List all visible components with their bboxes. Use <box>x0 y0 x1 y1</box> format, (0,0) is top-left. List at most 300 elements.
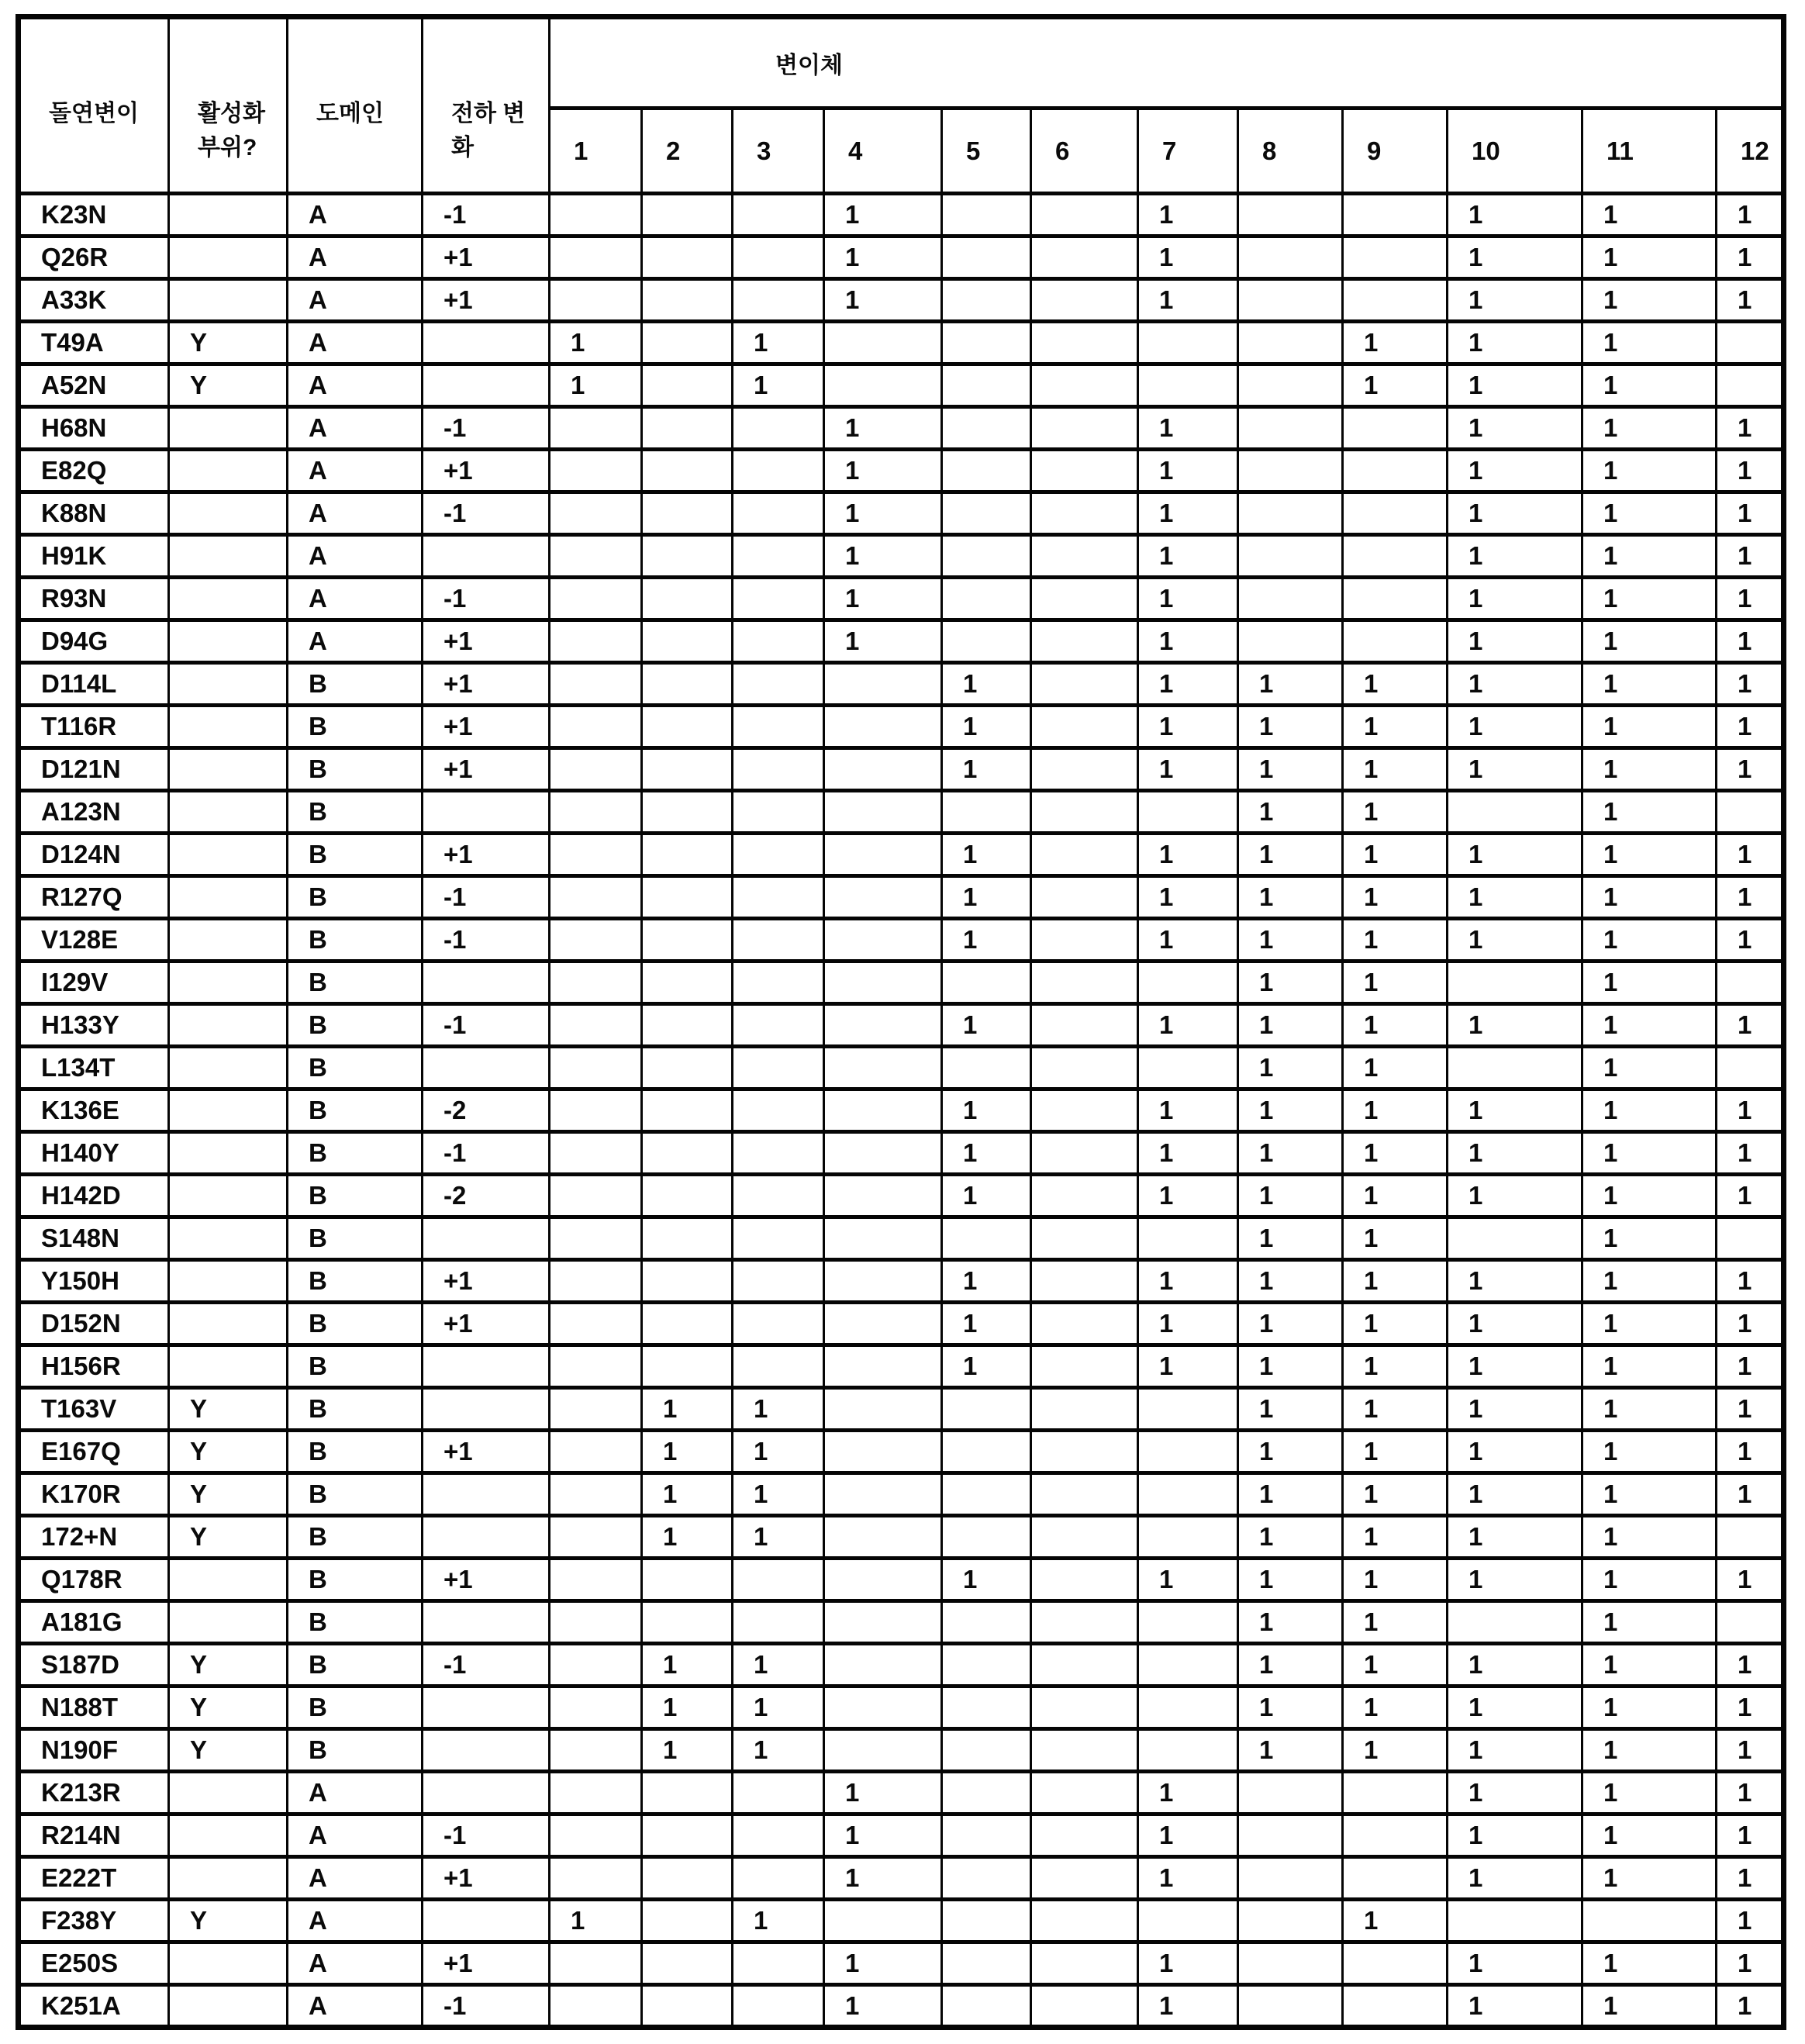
variant-flag-cell: 1 <box>1448 1345 1582 1388</box>
variant-col-header-7: 7 <box>1138 109 1238 194</box>
variant-flag-cell <box>1343 620 1448 663</box>
charge-change-cell: +1 <box>423 834 550 876</box>
variant-flag-cell: 1 <box>1138 748 1238 791</box>
variant-flag-cell: 1 <box>733 1388 824 1431</box>
variant-flag-cell <box>1031 279 1138 322</box>
charge-change-cell <box>423 1388 550 1431</box>
table-row <box>19 791 1784 834</box>
variant-flag-cell <box>1238 1772 1343 1814</box>
charge-change-cell <box>423 1772 550 1814</box>
domain-cell: A <box>288 492 423 535</box>
variant-flag-cell: 1 <box>733 1644 824 1687</box>
variant-flag-cell: 1 <box>1717 1559 1784 1601</box>
variant-flag-cell <box>642 364 733 407</box>
variant-flag-cell <box>824 1431 942 1473</box>
variant-flag-cell <box>733 748 824 791</box>
activation-site-cell <box>169 492 288 535</box>
variant-flag-cell: 1 <box>1343 1388 1448 1431</box>
variant-flag-cell <box>942 1516 1031 1559</box>
variant-flag-cell <box>942 1772 1031 1814</box>
variant-flag-cell: 1 <box>642 1473 733 1516</box>
variant-flag-cell <box>942 407 1031 450</box>
domain-cell: B <box>288 834 423 876</box>
table-row <box>19 322 1784 364</box>
variant-flag-cell: 1 <box>1138 1132 1238 1175</box>
variant-flag-cell: 1 <box>1582 535 1717 578</box>
activation-site-cell <box>169 663 288 706</box>
variant-flag-cell <box>1138 1047 1238 1089</box>
charge-change-cell <box>423 1729 550 1772</box>
variant-flag-cell <box>1031 1814 1138 1857</box>
variant-flag-cell <box>1138 322 1238 364</box>
variant-flag-cell <box>942 237 1031 279</box>
variant-flag-cell: 1 <box>1582 450 1717 492</box>
variant-flag-cell: 1 <box>1582 1687 1717 1729</box>
variant-flag-cell: 1 <box>1448 1687 1582 1729</box>
variant-flag-cell: 1 <box>942 1303 1031 1345</box>
variant-flag-cell <box>1138 1388 1238 1431</box>
variant-col-header-4: 4 <box>824 109 942 194</box>
charge-change-cell <box>423 1473 550 1516</box>
variant-flag-cell <box>1031 1388 1138 1431</box>
variant-flag-cell <box>942 1431 1031 1473</box>
variant-flag-cell <box>550 1047 642 1089</box>
variant-flag-cell <box>1717 1217 1784 1260</box>
table-row <box>19 578 1784 620</box>
charge-change-cell: -1 <box>423 492 550 535</box>
variant-flag-cell: 1 <box>1582 706 1717 748</box>
charge-change-cell: -1 <box>423 1132 550 1175</box>
mutation-cell: D152N <box>19 1303 169 1345</box>
variant-flag-cell: 1 <box>1448 535 1582 578</box>
variant-flag-cell: 1 <box>1343 919 1448 962</box>
variant-flag-cell <box>733 535 824 578</box>
variant-col-header-5: 5 <box>942 109 1031 194</box>
variant-flag-cell <box>1138 1900 1238 1942</box>
variant-flag-cell: 1 <box>1238 962 1343 1004</box>
variant-flag-cell <box>824 1644 942 1687</box>
variant-flag-cell <box>733 1217 824 1260</box>
variant-flag-cell <box>642 1772 733 1814</box>
variant-flag-cell <box>942 194 1031 237</box>
variant-flag-cell: 1 <box>1717 1814 1784 1857</box>
variant-flag-cell <box>733 194 824 237</box>
variant-flag-cell <box>733 1132 824 1175</box>
domain-cell: A <box>288 620 423 663</box>
variant-flag-cell: 1 <box>1448 1473 1582 1516</box>
domain-cell: B <box>288 791 423 834</box>
variant-flag-cell: 1 <box>1238 1559 1343 1601</box>
variant-flag-cell: 1 <box>1717 535 1784 578</box>
variant-flag-cell: 1 <box>1582 1047 1717 1089</box>
charge-change-cell: +1 <box>423 237 550 279</box>
variant-flag-cell <box>733 962 824 1004</box>
variant-flag-cell <box>824 962 942 1004</box>
variant-flag-cell: 1 <box>824 1942 942 1985</box>
variant-flag-cell: 1 <box>1448 1644 1582 1687</box>
table-row <box>19 1004 1784 1047</box>
variant-col-header-12: 12 <box>1717 109 1784 194</box>
variant-flag-cell: 1 <box>1138 1004 1238 1047</box>
mutation-cell: Y150H <box>19 1260 169 1303</box>
variant-flag-cell <box>642 791 733 834</box>
variant-flag-cell <box>1717 364 1784 407</box>
variant-flag-cell: 1 <box>1138 194 1238 237</box>
variant-flag-cell: 1 <box>1343 364 1448 407</box>
variant-flag-cell <box>642 1857 733 1900</box>
table-row <box>19 834 1784 876</box>
table-row <box>19 620 1784 663</box>
charge-change-cell: +1 <box>423 706 550 748</box>
variant-flag-cell <box>1031 1431 1138 1473</box>
variant-flag-cell <box>1343 237 1448 279</box>
mutation-cell: R127Q <box>19 876 169 919</box>
variant-flag-cell <box>642 663 733 706</box>
variant-flag-cell <box>1031 834 1138 876</box>
variant-flag-cell: 1 <box>1138 535 1238 578</box>
variant-flag-cell: 1 <box>1138 834 1238 876</box>
mutation-cell: A33K <box>19 279 169 322</box>
mutation-cell: H142D <box>19 1175 169 1217</box>
variant-flag-cell: 1 <box>1138 706 1238 748</box>
domain-cell: B <box>288 1260 423 1303</box>
variant-flag-cell: 1 <box>1448 834 1582 876</box>
mutation-cell: 172+N <box>19 1516 169 1559</box>
table-row <box>19 1900 1784 1942</box>
charge-change-cell: +1 <box>423 620 550 663</box>
variant-flag-cell <box>942 791 1031 834</box>
variant-flag-cell <box>550 1814 642 1857</box>
variant-flag-cell: 1 <box>1448 1814 1582 1857</box>
variant-flag-cell <box>1031 1687 1138 1729</box>
variant-flag-cell <box>733 492 824 535</box>
variant-flag-cell: 1 <box>1343 1516 1448 1559</box>
variant-flag-cell <box>1031 1175 1138 1217</box>
variant-flag-cell: 1 <box>1448 450 1582 492</box>
variant-flag-cell: 1 <box>1582 407 1717 450</box>
variant-flag-cell: 1 <box>1448 919 1582 962</box>
variant-flag-cell <box>942 1857 1031 1900</box>
domain-cell: A <box>288 535 423 578</box>
variant-flag-cell <box>1343 1942 1448 1985</box>
variant-flag-cell: 1 <box>642 1687 733 1729</box>
variant-flag-cell: 1 <box>1138 279 1238 322</box>
charge-change-cell: -1 <box>423 1004 550 1047</box>
activation-site-cell <box>169 1985 288 2028</box>
variant-flag-cell <box>942 279 1031 322</box>
variant-flag-cell: 1 <box>942 1175 1031 1217</box>
variant-flag-cell <box>550 1303 642 1345</box>
variant-flag-cell <box>733 1303 824 1345</box>
domain-cell: B <box>288 1559 423 1601</box>
variant-flag-cell <box>1138 962 1238 1004</box>
domain-cell: B <box>288 1431 423 1473</box>
variant-flag-cell: 1 <box>1343 1729 1448 1772</box>
mutation-cell: V128E <box>19 919 169 962</box>
variant-flag-cell: 1 <box>824 1985 942 2028</box>
variant-flag-cell <box>824 1004 942 1047</box>
mutation-cell: K170R <box>19 1473 169 1516</box>
variant-flag-cell: 1 <box>824 194 942 237</box>
variant-flag-cell: 1 <box>1448 663 1582 706</box>
variant-flag-cell <box>942 1388 1031 1431</box>
variant-flag-cell: 1 <box>1343 834 1448 876</box>
variant-flag-cell <box>1238 1814 1343 1857</box>
activation-site-cell <box>169 791 288 834</box>
charge-change-cell <box>423 1047 550 1089</box>
variant-flag-cell <box>1138 1729 1238 1772</box>
variant-flag-cell: 1 <box>1138 1857 1238 1900</box>
table-row <box>19 450 1784 492</box>
activation-site-cell: Y <box>169 1431 288 1473</box>
variant-flag-cell <box>824 1175 942 1217</box>
variant-flag-cell <box>942 578 1031 620</box>
variant-flag-cell <box>1031 1644 1138 1687</box>
variant-flag-cell <box>1448 1900 1582 1942</box>
variant-flag-cell <box>1343 535 1448 578</box>
variant-flag-cell <box>733 663 824 706</box>
variant-flag-cell <box>1031 492 1138 535</box>
variant-flag-cell: 1 <box>1238 919 1343 962</box>
domain-cell: B <box>288 1687 423 1729</box>
variant-flag-cell: 1 <box>1717 876 1784 919</box>
variant-flag-cell: 1 <box>1138 492 1238 535</box>
activation-site-cell <box>169 620 288 663</box>
variant-flag-cell: 1 <box>1138 620 1238 663</box>
table-row <box>19 1772 1784 1814</box>
variant-flag-cell: 1 <box>1448 1260 1582 1303</box>
variant-flag-cell: 1 <box>942 748 1031 791</box>
activation-site-cell <box>169 1260 288 1303</box>
variant-flag-cell <box>550 279 642 322</box>
variant-flag-cell: 1 <box>942 1345 1031 1388</box>
domain-cell: B <box>288 706 423 748</box>
variant-flag-cell: 1 <box>1582 1303 1717 1345</box>
variant-flag-cell <box>550 962 642 1004</box>
variant-flag-cell <box>1031 1047 1138 1089</box>
variant-flag-cell: 1 <box>1717 1175 1784 1217</box>
variant-flag-cell <box>642 1303 733 1345</box>
variant-flag-cell <box>1138 1217 1238 1260</box>
table-row <box>19 1047 1784 1089</box>
variant-flag-cell <box>824 919 942 962</box>
table-row <box>19 1345 1784 1388</box>
charge-change-cell <box>423 322 550 364</box>
variant-flag-cell <box>1238 364 1343 407</box>
domain-cell: B <box>288 1345 423 1388</box>
domain-cell: A <box>288 578 423 620</box>
variant-flag-cell <box>1031 1985 1138 2028</box>
activation-site-cell <box>169 450 288 492</box>
variant-flag-cell: 1 <box>1343 663 1448 706</box>
activation-site-cell: Y <box>169 1388 288 1431</box>
activation-site-cell: Y <box>169 1473 288 1516</box>
variant-flag-cell <box>824 1260 942 1303</box>
variant-col-header-2: 2 <box>642 109 733 194</box>
table-row <box>19 279 1784 322</box>
variant-flag-cell <box>824 1345 942 1388</box>
variant-flag-cell: 1 <box>1238 1473 1343 1516</box>
domain-cell: B <box>288 1644 423 1687</box>
variant-flag-cell <box>1717 1516 1784 1559</box>
domain-cell: B <box>288 876 423 919</box>
variant-flag-cell <box>1238 279 1343 322</box>
variant-flag-cell: 1 <box>1238 1303 1343 1345</box>
mutation-cell: K23N <box>19 194 169 237</box>
variant-flag-cell: 1 <box>942 1559 1031 1601</box>
variant-flag-cell <box>550 706 642 748</box>
variant-flag-cell <box>550 748 642 791</box>
domain-cell: A <box>288 1985 423 2028</box>
variant-flag-cell <box>1031 1132 1138 1175</box>
mutation-cell: E82Q <box>19 450 169 492</box>
variant-flag-cell <box>942 1047 1031 1089</box>
table-row <box>19 535 1784 578</box>
charge-change-cell: -2 <box>423 1175 550 1217</box>
variant-flag-cell <box>1238 1900 1343 1942</box>
domain-cell: B <box>288 1089 423 1132</box>
table-row <box>19 407 1784 450</box>
domain-cell: A <box>288 1814 423 1857</box>
variant-flag-cell <box>642 1089 733 1132</box>
mutation-cell: R93N <box>19 578 169 620</box>
variant-flag-cell: 1 <box>1582 1132 1717 1175</box>
variant-col-header-9: 9 <box>1343 109 1448 194</box>
variant-flag-cell: 1 <box>1582 1601 1717 1644</box>
variant-flag-cell: 1 <box>1717 1942 1784 1985</box>
activation-site-cell <box>169 279 288 322</box>
variant-flag-cell: 1 <box>1717 1900 1784 1942</box>
variant-flag-cell: 1 <box>1717 1303 1784 1345</box>
variant-flag-cell <box>824 1089 942 1132</box>
variant-flag-cell <box>733 1004 824 1047</box>
variant-flag-cell <box>1031 748 1138 791</box>
variant-flag-cell: 1 <box>1238 1175 1343 1217</box>
variant-flag-cell: 1 <box>1582 663 1717 706</box>
variant-flag-cell: 1 <box>733 1729 824 1772</box>
variant-flag-cell <box>824 1601 942 1644</box>
activation-site-cell: Y <box>169 1644 288 1687</box>
mutation-cell: A181G <box>19 1601 169 1644</box>
variant-flag-cell: 1 <box>642 1516 733 1559</box>
variant-flag-cell: 1 <box>1717 1388 1784 1431</box>
table-row <box>19 1644 1784 1687</box>
variant-flag-cell: 1 <box>1582 620 1717 663</box>
activation-site-cell <box>169 876 288 919</box>
variant-flag-cell <box>1138 1516 1238 1559</box>
col-header-variant-group: 변이체 <box>550 17 1784 109</box>
mutation-cell: D124N <box>19 834 169 876</box>
domain-cell: A <box>288 407 423 450</box>
variant-flag-cell <box>550 1345 642 1388</box>
variant-flag-cell <box>733 1942 824 1985</box>
variant-flag-cell: 1 <box>1448 407 1582 450</box>
charge-change-cell <box>423 535 550 578</box>
variant-flag-cell <box>733 1047 824 1089</box>
variant-flag-cell <box>1031 962 1138 1004</box>
variant-flag-cell: 1 <box>1582 876 1717 919</box>
variant-flag-cell: 1 <box>1238 1260 1343 1303</box>
variant-flag-cell: 1 <box>1448 620 1582 663</box>
variant-flag-cell: 1 <box>1717 1132 1784 1175</box>
variant-flag-cell: 1 <box>1138 1345 1238 1388</box>
variant-flag-cell: 1 <box>1717 1857 1784 1900</box>
variant-flag-cell <box>824 706 942 748</box>
variant-flag-cell <box>1031 1857 1138 1900</box>
activation-site-cell: Y <box>169 364 288 407</box>
variant-flag-cell: 1 <box>942 1132 1031 1175</box>
variant-flag-cell <box>550 492 642 535</box>
variant-flag-cell <box>733 578 824 620</box>
variant-flag-cell <box>550 1559 642 1601</box>
variant-flag-cell <box>1343 1814 1448 1857</box>
variant-flag-cell: 1 <box>1582 1644 1717 1687</box>
variant-flag-cell: 1 <box>1238 834 1343 876</box>
variant-flag-cell <box>1717 962 1784 1004</box>
activation-site-cell <box>169 407 288 450</box>
variant-flag-cell: 1 <box>733 1473 824 1516</box>
charge-change-cell <box>423 1345 550 1388</box>
variant-flag-cell: 1 <box>1238 706 1343 748</box>
variant-flag-cell <box>550 450 642 492</box>
table-row <box>19 1814 1784 1857</box>
variant-flag-cell: 1 <box>1238 791 1343 834</box>
variant-flag-cell <box>733 237 824 279</box>
variant-flag-cell: 1 <box>1343 1004 1448 1047</box>
activation-site-cell: Y <box>169 1687 288 1729</box>
variant-flag-cell <box>942 620 1031 663</box>
variant-flag-cell <box>550 1132 642 1175</box>
variant-flag-cell: 1 <box>1582 1559 1717 1601</box>
variant-flag-cell <box>1031 1559 1138 1601</box>
table-row <box>19 748 1784 791</box>
variant-flag-cell: 1 <box>1343 748 1448 791</box>
variant-flag-cell: 1 <box>1582 962 1717 1004</box>
mutation-cell: K251A <box>19 1985 169 2028</box>
variant-flag-cell: 1 <box>824 1772 942 1814</box>
variant-flag-cell: 1 <box>1343 1431 1448 1473</box>
variant-flag-cell <box>642 1260 733 1303</box>
variant-flag-cell <box>550 834 642 876</box>
variant-flag-cell <box>1031 578 1138 620</box>
variant-flag-cell <box>733 791 824 834</box>
variant-flag-cell <box>642 1217 733 1260</box>
variant-flag-cell <box>942 1942 1031 1985</box>
variant-flag-cell <box>942 322 1031 364</box>
variant-flag-cell <box>550 1644 642 1687</box>
variant-flag-cell <box>1238 578 1343 620</box>
col-header-charge-change: 전하 변화 <box>423 17 550 194</box>
variant-flag-cell <box>1031 876 1138 919</box>
variant-flag-cell <box>824 876 942 919</box>
charge-change-cell: +1 <box>423 1559 550 1601</box>
domain-cell: B <box>288 1303 423 1345</box>
variant-flag-cell <box>642 450 733 492</box>
variant-flag-cell <box>1031 791 1138 834</box>
mutation-cell: N190F <box>19 1729 169 1772</box>
variant-flag-cell <box>1448 962 1582 1004</box>
variant-flag-cell <box>642 1047 733 1089</box>
mutation-cell: T49A <box>19 322 169 364</box>
charge-change-cell: -1 <box>423 919 550 962</box>
domain-cell: A <box>288 1900 423 1942</box>
variant-flag-cell <box>550 1601 642 1644</box>
variant-flag-cell <box>1031 1089 1138 1132</box>
variant-flag-cell: 1 <box>942 834 1031 876</box>
activation-site-cell <box>169 1772 288 1814</box>
variant-flag-cell <box>550 1985 642 2028</box>
variant-flag-cell: 1 <box>550 364 642 407</box>
